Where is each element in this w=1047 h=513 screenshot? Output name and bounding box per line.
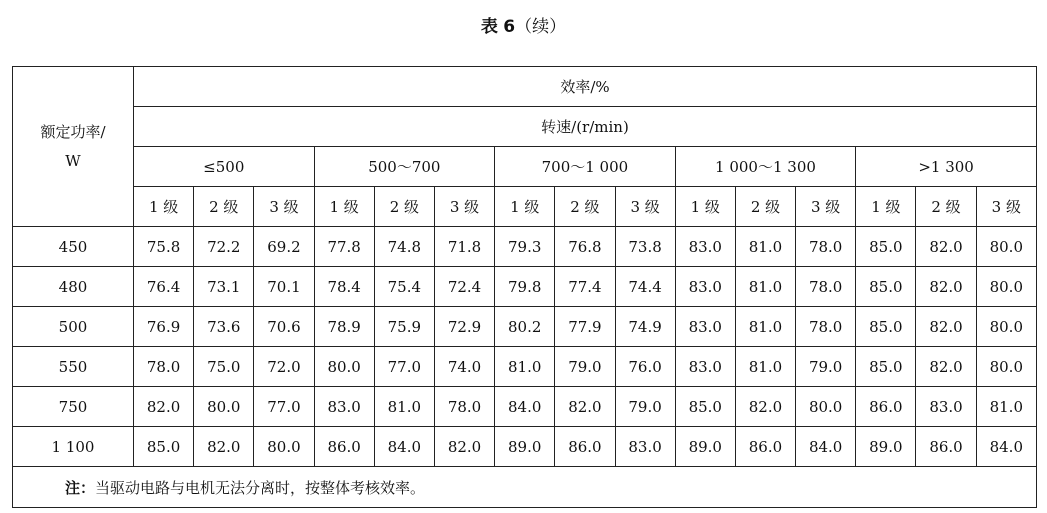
efficiency-cell: 81.0 xyxy=(735,227,795,267)
efficiency-cell: 83.0 xyxy=(916,387,976,427)
efficiency-cell: 82.0 xyxy=(916,267,976,307)
efficiency-cell: 80.0 xyxy=(976,267,1036,307)
efficiency-cell: 77.0 xyxy=(374,347,434,387)
rated-power-cell: 500 xyxy=(13,307,134,347)
efficiency-cell: 85.0 xyxy=(856,227,916,267)
efficiency-cell: 82.0 xyxy=(916,307,976,347)
efficiency-cell: 78.0 xyxy=(434,387,494,427)
caption-suffix: （续） xyxy=(515,17,567,37)
efficiency-cell: 77.9 xyxy=(555,307,615,347)
efficiency-cell: 84.0 xyxy=(374,427,434,467)
rated-power-unit: W xyxy=(65,151,81,170)
efficiency-cell: 83.0 xyxy=(675,227,735,267)
efficiency-cell: 89.0 xyxy=(675,427,735,467)
grade-header: 3 级 xyxy=(976,187,1036,227)
efficiency-cell: 75.0 xyxy=(194,347,254,387)
efficiency-cell: 85.0 xyxy=(856,307,916,347)
rated-power-cell: 450 xyxy=(13,227,134,267)
efficiency-cell: 78.0 xyxy=(796,267,856,307)
efficiency-cell: 84.0 xyxy=(495,387,555,427)
efficiency-cell: 78.9 xyxy=(314,307,374,347)
efficiency-cell: 73.8 xyxy=(615,227,675,267)
efficiency-cell: 81.0 xyxy=(735,347,795,387)
efficiency-cell: 82.0 xyxy=(434,427,494,467)
efficiency-cell: 76.4 xyxy=(134,267,194,307)
efficiency-cell: 79.0 xyxy=(555,347,615,387)
grade-header: 1 级 xyxy=(134,187,194,227)
grade-header: 3 级 xyxy=(796,187,856,227)
efficiency-cell: 82.0 xyxy=(916,227,976,267)
efficiency-cell: 79.3 xyxy=(495,227,555,267)
efficiency-cell: 72.9 xyxy=(434,307,494,347)
table-row xyxy=(13,267,1037,307)
efficiency-cell: 81.0 xyxy=(735,307,795,347)
note-lead: 注： xyxy=(65,478,96,497)
efficiency-cell: 77.0 xyxy=(254,387,314,427)
note-text: 当驱动电路与电机无法分离时，按整体考核效率。 xyxy=(95,478,426,497)
efficiency-cell: 74.8 xyxy=(374,227,434,267)
speed-range-header: 500～700 xyxy=(314,147,495,187)
grade-header: 2 级 xyxy=(735,187,795,227)
efficiency-cell: 74.0 xyxy=(434,347,494,387)
efficiency-cell: 86.0 xyxy=(916,427,976,467)
efficiency-cell: 69.2 xyxy=(254,227,314,267)
efficiency-cell: 76.9 xyxy=(134,307,194,347)
efficiency-cell: 80.0 xyxy=(976,347,1036,387)
grade-header: 1 级 xyxy=(675,187,735,227)
table-row xyxy=(13,387,1037,427)
efficiency-cell: 86.0 xyxy=(555,427,615,467)
grade-header: 1 级 xyxy=(495,187,555,227)
efficiency-cell: 82.0 xyxy=(916,347,976,387)
efficiency-cell: 86.0 xyxy=(735,427,795,467)
efficiency-cell: 80.0 xyxy=(314,347,374,387)
efficiency-cell: 80.0 xyxy=(194,387,254,427)
speed-range-header: >1 300 xyxy=(856,147,1037,187)
grade-row xyxy=(13,187,1037,227)
table-caption xyxy=(0,12,1047,37)
efficiency-cell: 77.4 xyxy=(555,267,615,307)
efficiency-cell: 83.0 xyxy=(314,387,374,427)
rated-power-cell: 550 xyxy=(13,347,134,387)
efficiency-cell: 86.0 xyxy=(856,387,916,427)
caption-table-word: 表 xyxy=(480,17,498,37)
grade-header: 2 级 xyxy=(555,187,615,227)
efficiency-cell: 72.2 xyxy=(194,227,254,267)
efficiency-cell: 75.9 xyxy=(374,307,434,347)
rated-power-cell: 1 100 xyxy=(13,427,134,467)
efficiency-cell: 86.0 xyxy=(314,427,374,467)
speed-range-header: 1 000～1 300 xyxy=(675,147,856,187)
efficiency-cell: 74.9 xyxy=(615,307,675,347)
efficiency-cell: 74.4 xyxy=(615,267,675,307)
efficiency-cell: 75.8 xyxy=(134,227,194,267)
efficiency-cell: 76.8 xyxy=(555,227,615,267)
efficiency-cell: 80.0 xyxy=(976,307,1036,347)
efficiency-cell: 80.0 xyxy=(254,427,314,467)
efficiency-cell: 72.4 xyxy=(434,267,494,307)
efficiency-cell: 84.0 xyxy=(976,427,1036,467)
grade-header: 2 级 xyxy=(374,187,434,227)
table-row xyxy=(13,307,1037,347)
speed-range-header: 700～1 000 xyxy=(495,147,676,187)
efficiency-cell: 89.0 xyxy=(856,427,916,467)
efficiency-cell: 85.0 xyxy=(856,347,916,387)
efficiency-cell: 83.0 xyxy=(615,427,675,467)
rated-power-header xyxy=(13,67,134,227)
table-row xyxy=(13,227,1037,267)
grade-header: 1 级 xyxy=(314,187,374,227)
efficiency-cell: 76.0 xyxy=(615,347,675,387)
efficiency-cell: 71.8 xyxy=(434,227,494,267)
efficiency-cell: 73.1 xyxy=(194,267,254,307)
grade-header: 2 级 xyxy=(916,187,976,227)
table-body xyxy=(13,227,1037,467)
efficiency-cell: 82.0 xyxy=(134,387,194,427)
table-row xyxy=(13,427,1037,467)
efficiency-table xyxy=(12,66,1037,508)
efficiency-cell: 81.0 xyxy=(495,347,555,387)
efficiency-cell: 79.0 xyxy=(796,347,856,387)
efficiency-cell: 85.0 xyxy=(134,427,194,467)
efficiency-cell: 85.0 xyxy=(856,267,916,307)
efficiency-cell: 78.0 xyxy=(796,307,856,347)
grade-header: 3 级 xyxy=(254,187,314,227)
efficiency-cell: 78.0 xyxy=(796,227,856,267)
speed-header: 转速/(r/min) xyxy=(134,107,1037,147)
efficiency-cell: 77.8 xyxy=(314,227,374,267)
efficiency-cell: 80.0 xyxy=(796,387,856,427)
efficiency-cell: 83.0 xyxy=(675,347,735,387)
efficiency-cell: 84.0 xyxy=(796,427,856,467)
caption-table-number: 6 xyxy=(503,17,516,37)
efficiency-cell: 82.0 xyxy=(735,387,795,427)
rated-power-cell: 750 xyxy=(13,387,134,427)
table-row xyxy=(13,347,1037,387)
efficiency-cell: 79.8 xyxy=(495,267,555,307)
rated-power-label: 额定功率/ xyxy=(40,123,106,141)
efficiency-cell: 70.6 xyxy=(254,307,314,347)
efficiency-cell: 78.4 xyxy=(314,267,374,307)
efficiency-cell: 75.4 xyxy=(374,267,434,307)
rated-power-cell: 480 xyxy=(13,267,134,307)
efficiency-cell: 70.1 xyxy=(254,267,314,307)
efficiency-cell: 72.0 xyxy=(254,347,314,387)
efficiency-cell: 80.2 xyxy=(495,307,555,347)
grade-header: 3 级 xyxy=(615,187,675,227)
efficiency-cell: 81.0 xyxy=(976,387,1036,427)
efficiency-cell: 73.6 xyxy=(194,307,254,347)
efficiency-cell: 81.0 xyxy=(735,267,795,307)
efficiency-cell: 82.0 xyxy=(555,387,615,427)
efficiency-cell: 81.0 xyxy=(374,387,434,427)
efficiency-cell: 85.0 xyxy=(675,387,735,427)
efficiency-cell: 82.0 xyxy=(194,427,254,467)
speed-range-row xyxy=(13,147,1037,187)
grade-header: 3 级 xyxy=(434,187,494,227)
efficiency-cell: 78.0 xyxy=(134,347,194,387)
efficiency-cell: 83.0 xyxy=(675,267,735,307)
efficiency-cell: 79.0 xyxy=(615,387,675,427)
efficiency-header: 效率/% xyxy=(134,67,1037,107)
grade-header: 2 级 xyxy=(194,187,254,227)
efficiency-cell: 83.0 xyxy=(675,307,735,347)
grade-header: 1 级 xyxy=(856,187,916,227)
speed-range-header: ≤500 xyxy=(134,147,315,187)
efficiency-cell: 89.0 xyxy=(495,427,555,467)
efficiency-cell: 80.0 xyxy=(976,227,1036,267)
table-note xyxy=(13,467,1037,508)
